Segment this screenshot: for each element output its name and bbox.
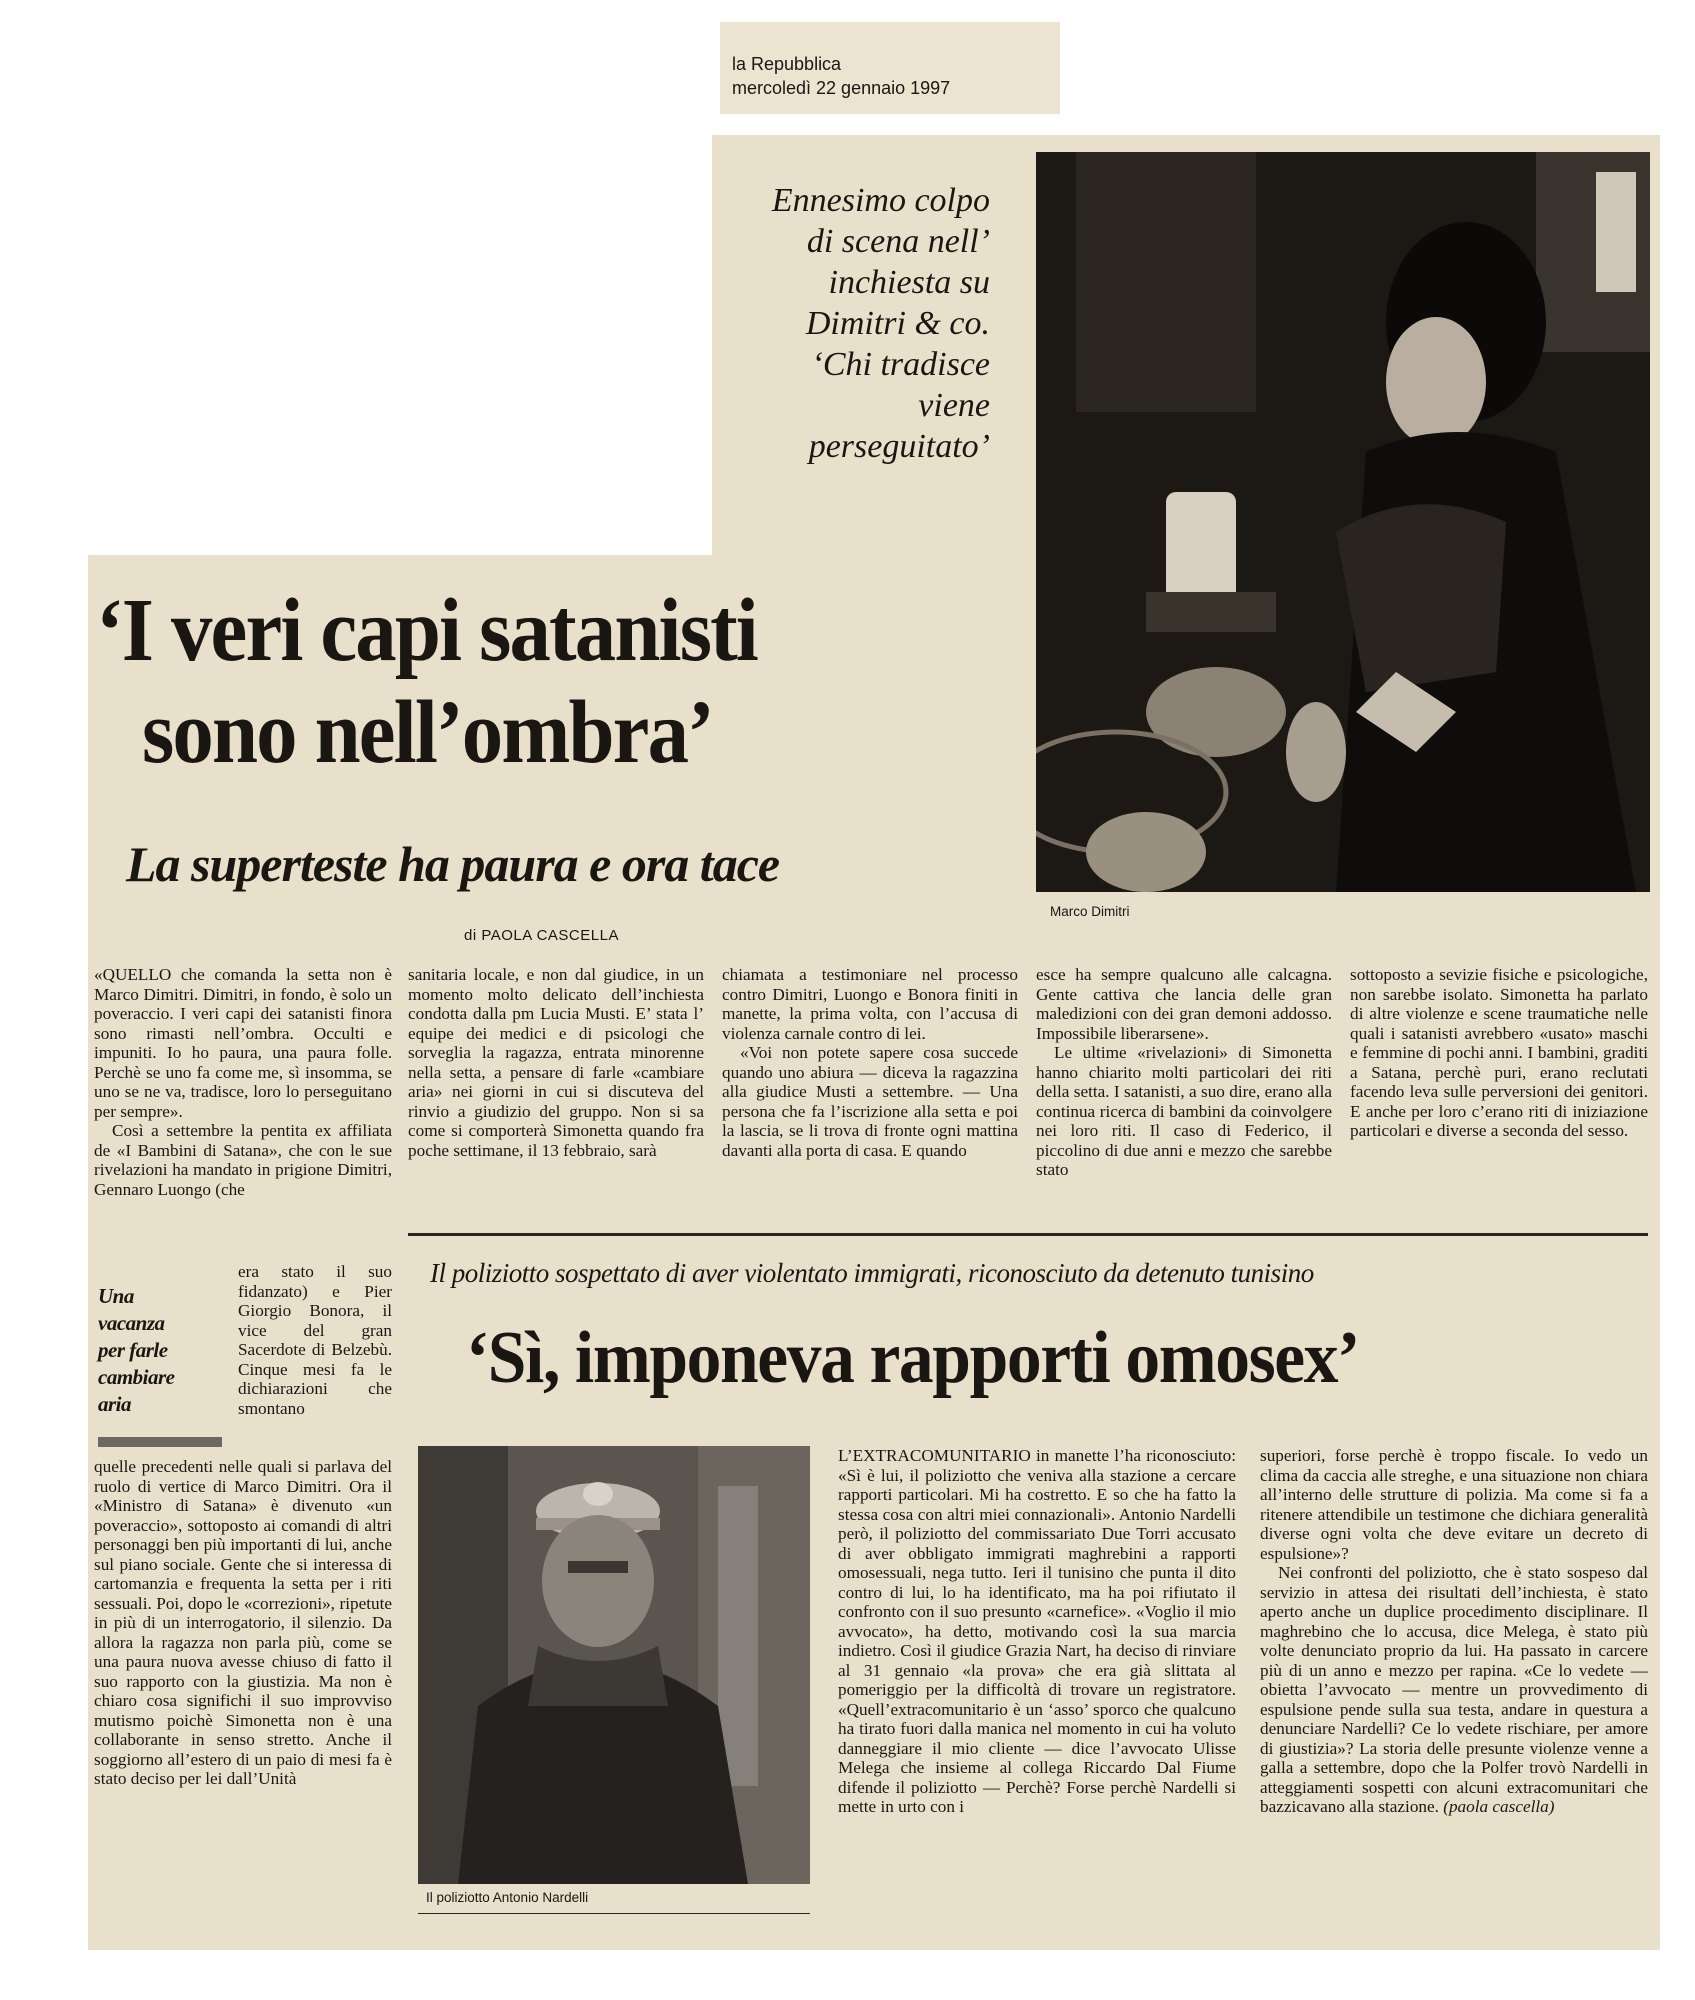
photo-caption-dimitri: Marco Dimitri — [1050, 904, 1130, 919]
sidebar-shade-bar — [98, 1437, 222, 1447]
article2-column-2: superiori, forse perchè è troppo fiscale. Io vedo un clima da caccia alle streghe, e una situazione non chiara all’interno delle strutture di polizia. Ma come si fa a ritenere attendibile un testimone che dichiara generalità diverse ogni volta che deve evitare un decreto di espulsione»? Nei confronti del poliziotto, che è stato sospeso dal servizio in attesa dei risultati dell’inchiesta, è stato aperto anche un duplice procedimento disciplinare. Il maghrebino che lo accusa, dice Melega, è stato più volte denunciato proprio da lui. Ha passato in carcere più di un anno e mezzo per rapina. «Ce lo vedete — obietta l’avvocato — mentre un provvedimento di espulsione pende sulla sua testa, andare in questura a denunciare Nardelli? Ce lo vedete rischiare, per amore di giustizia»? La storia delle presunte violenze venne a galla a settembre, dopo che la Polfer trovò Nardelli in atteggiamenti sospetti con alcuni extracomunitari che bazzicavano alla stazione. (paola cascella) — [1260, 1446, 1648, 1816]
article1-column-5: sottoposto a sevizie fisiche e psicologiche, non sarebbe isolato. Simonetta ha parlato di altre violenze e scene traumatiche nelle quali i satanisti avrebbero «usato» maschi e femmine di pochi anni. I bambini, graditi a Satana, perchè puri, erano reclutati facendo leva sulle perversioni dei genitori. E anche per loro c’erano riti di iniziazione particolari e diverse a seconda del sesso. — [1350, 965, 1648, 1140]
article2-signature: (paola cascella) — [1443, 1797, 1555, 1816]
photo-marco-dimitri — [1036, 152, 1650, 892]
article1-column-3: chiamata a testimoniare nel processo contro Dimitri, Luongo e Bonora finiti in manette, la prima volta, con l’accusa di violenza carnale contro di lei. «Voi non potete sapere cosa succede quando uno abiura — diceva la ragazzina alla giudice Musti a settembre. — Una persona che fa l’iscrizione alla setta e poi la lascia, se li trova di fronte ogni mattina davanti alla porta di casa. E quando — [722, 965, 1018, 1160]
article1-column-1-bottom: quelle precedenti nelle quali si parlava del ruolo di vertice di Marco Dimitri. Ora il «Ministro di Satana» è divenuto «un poveraccio», sottoposto ai comandi di altri personaggi ben più importanti di lui, anche sul piano sociale. Gente che si interessa di cartomanzia e frequenta la setta per i riti sessuali. Poi, dopo le «correzioni», ripetute in più di un interrogatorio, il silenzio. Da allora la ragazza non parla più, come se una paura nuova avesse chiuso di fatto il suo rapporto con la giustizia. Ma non è chiaro cosa significhi il suo improvviso mutismo poichè Simonetta non è una collaborante in senso stretto. Anche il soggiorno all’estero di un paio di mesi fa è stato deciso per lei dall’Unità — [94, 1457, 392, 1788]
clipping-date: mercoledì 22 gennaio 1997 — [732, 78, 951, 98]
photo-caption-nardelli: Il poliziotto Antonio Nardelli — [426, 1890, 589, 1905]
section-divider — [408, 1233, 1648, 1236]
article2-column-1: L’EXTRACOMUNITARIO in manette l’ha riconosciuto: «Sì è lui, il poliziotto che veniva alla stazione a cercare rapporti particolari. Mi ha costretto. E so che ha fatto la stessa cosa con altri miei connazionali». Antonio Nardelli però, il poliziotto del commissariato Due Torri accusato di aver obbligato immigrati maghrebini a rapporti omosessuali, nega tutto. Ieri il tunisino che punta il dito contro di lui, lo ha identificato, ma ha poi rifiutato il confronto con il suo presunto «carnefice». «Voglio il mio avvocato», ha detto, motivando così la sua marcia indietro. Così il giudice Grazia Nart, ha deciso di rinviare al 31 gennaio «la prova» che era già slittata al pomeriggio per la difficoltà di trovare un registratore. «Quell’extracomunitario è un ‘asso’ sporco che qualcuno ha tirato fuori dalla manica nel momento in cui ha voluto danneggiare il mio cliente — dice l’avvocato Ulisse Melega che insieme al collega Riccardo Dal Fiume difende il poliziotto — Perchè? Forse perchè Nardelli si mette in urto con i — [838, 1446, 1236, 1816]
article2-kicker: Il poliziotto sospettato di aver violentato immigrati, riconosciuto da detenuto tunisino — [430, 1258, 1314, 1288]
article2-headline: ‘Sì, imponeva rapporti omosex’ — [466, 1317, 1359, 1399]
photo-antonio-nardelli — [418, 1446, 810, 1884]
photo-marco-dimitri-image — [1036, 152, 1650, 892]
photo-antonio-nardelli-image — [418, 1446, 810, 1884]
photo-caption-rule — [418, 1913, 810, 1914]
clipping-label — [720, 22, 1060, 114]
article1-headline: ‘I veri capi satanisti sono nell’ombra’ — [96, 581, 757, 782]
article1-column-2: sanitaria locale, e non dal giudice, in un momento molto delicato dell’inchiesta condotta dalla pm Lucia Musti. E’ stata l’ equipe dei medici e di psicologi che sorveglia la ragazza, entrata minorenne nella setta, a pensare di farle «cambiare aria» nei giorni in cui si discuteva del rinvio a giudizio del gruppo. Non si sa come si comporterà Simonetta quando fra poche settimane, il 13 febbraio, sarà — [408, 965, 704, 1160]
article1-subheadline: La superteste ha paura e ora tace — [126, 836, 780, 892]
article1-column-4: esce ha sempre qualcuno alle calcagna. Gente cattiva che lancia delle gran maledizioni con dei gran demoni addosso. Impossibile liberarsene». Le ultime «rivelazioni» di Simonetta hanno chiarito molti particolari dei riti della setta. I satanisti, a suo dire, erano alla continua ricerca di bambini da coinvolgere nei loro riti. Il caso di Federico, il piccolino di due anni e mezzo che sarebbe stato — [1036, 965, 1332, 1179]
newspaper-name: la Repubblica — [732, 54, 842, 74]
article1-intro: Ennesimo colpo di scena nell’ inchiesta su Dimitri & co. ‘Chi tradisce viene perseguitato’ — [771, 182, 990, 465]
article1-sidebar-heading: Una vacanza per farle cambiare aria — [98, 1284, 175, 1416]
article1-byline: di PAOLA CASCELLA — [464, 927, 619, 944]
article1-column-1-top: «QUELLO che comanda la setta non è Marco Dimitri. Dimitri, in fondo, è solo un poveraccio. I veri capi dei satanisti finora sono rimasti nell’ombra. Occulti e impuniti. Io ho paura, una paura folle. Perchè se uno fa come me, sì insomma, se uno se ne va, tradisce, loro lo perseguitano per sempre». Così a settembre la pentita ex affiliata de «I Bambini di Satana», che con le sue rivelazioni ha mandato in prigione Dimitri, Gennaro Luongo (che — [94, 965, 392, 1199]
article1-column-1-wrap: era stato il suo fidanzato) e Pier Giorgio Bonora, il vice del gran Sacerdote di Belzebù. Cinque mesi fa le dichiarazioni che smontano — [238, 1262, 392, 1418]
